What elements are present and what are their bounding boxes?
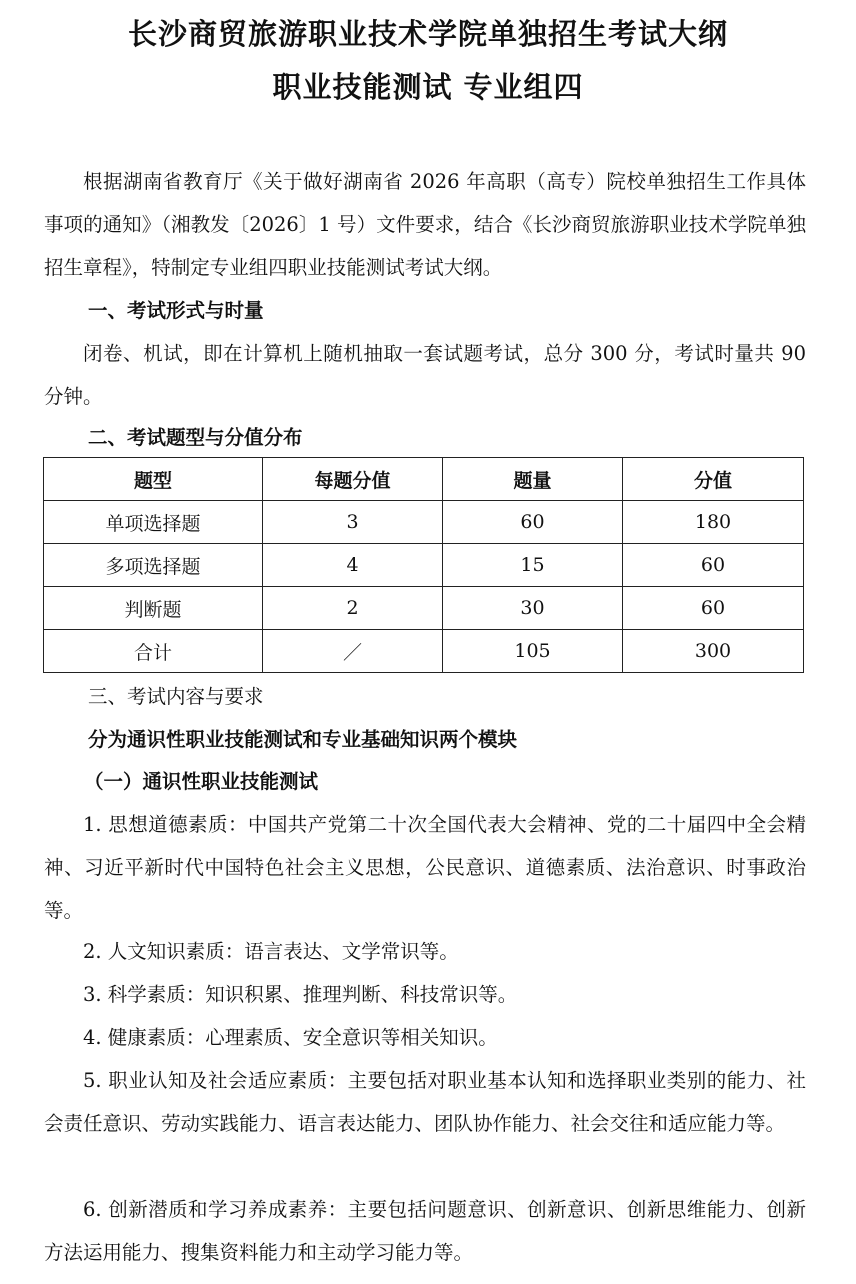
list-item: 3. 科学素质：知识积累、推理判断、科技常识等。 xyxy=(83,983,518,1006)
table-cell: 180 xyxy=(623,501,804,544)
table-cell: 300 xyxy=(623,630,804,673)
section-format-text: 闭卷、机试，即在计算机上随机抽取一套试题考试，总分 300 分，考试时量共 90 分钟。 xyxy=(44,342,806,408)
table-header-cell: 题量 xyxy=(443,458,623,501)
document-subtitle: 职业技能测试 专业组四 xyxy=(272,70,584,104)
modules-subheading: 分为通识性职业技能测试和专业基础知识两个模块 xyxy=(88,728,518,751)
section-heading-format: 一、考试形式与时量 xyxy=(88,299,264,322)
table-cell: 60 xyxy=(443,501,623,544)
table-cell: 3 xyxy=(263,501,443,544)
table-cell: 判断题 xyxy=(44,587,263,630)
list-item: 1. 思想道德素质：中国共产党第二十次全国代表大会精神、党的二十届四中全会精神、习近平新时代中国特色社会主义思想，公民意识、道德素质、法治意识、时事政治等。 xyxy=(44,813,806,922)
part-one-heading: （一）通识性职业技能测试 xyxy=(84,770,319,793)
table-cell: 多项选择题 xyxy=(44,544,263,587)
table-header-cell: 题型 xyxy=(44,458,263,501)
table-cell: 60 xyxy=(623,544,804,587)
table-header-cell: 每题分值 xyxy=(263,458,443,501)
list-item: 2. 人文知识素质：语言表达、文学常识等。 xyxy=(83,940,459,963)
table-cell: 30 xyxy=(443,587,623,630)
table-cell: 4 xyxy=(263,544,443,587)
table-row xyxy=(44,587,804,630)
score-distribution-table xyxy=(43,457,804,673)
list-item: 4. 健康素质：心理素质、安全意识等相关知识。 xyxy=(83,1026,498,1049)
section-heading-distribution: 二、考试题型与分值分布 xyxy=(88,426,303,449)
table-cell: 105 xyxy=(443,630,623,673)
table-cell: 15 xyxy=(443,544,623,587)
table-total-row xyxy=(44,630,804,673)
list-item: 6. 创新潜质和学习养成素养：主要包括问题意识、创新意识、创新思维能力、创新方法运用能力、搜集资料能力和主动学习能力等。 xyxy=(44,1198,806,1264)
table-cell: 60 xyxy=(623,587,804,630)
table-cell: 单项选择题 xyxy=(44,501,263,544)
intro-paragraph: 根据湖南省教育厅《关于做好湖南省 2026 年高职（高专）院校单独招生工作具体事项的通知》（湘教发〔2026〕1 号）文件要求，结合《长沙商贸旅游职业技术学院单独招生章程》，特制定专业组四职业技能测试考试大纲。 xyxy=(44,170,806,279)
list-item: 5. 职业认知及社会适应素质：主要包括对职业基本认知和选择职业类别的能力、社会责任意识、劳动实践能力、语言表达能力、团队协作能力、社会交往和适应能力等。 xyxy=(44,1069,806,1135)
table-cell: ／ xyxy=(263,630,443,673)
table-header-row xyxy=(44,458,804,501)
table-cell: 2 xyxy=(263,587,443,630)
table-row xyxy=(44,544,804,587)
table-cell: 合计 xyxy=(44,630,263,673)
table-header-cell: 分值 xyxy=(623,458,804,501)
table-row xyxy=(44,501,804,544)
document-title: 长沙商贸旅游职业技术学院单独招生考试大纲 xyxy=(127,17,728,51)
section-heading-content: 三、考试内容与要求 xyxy=(88,685,264,708)
